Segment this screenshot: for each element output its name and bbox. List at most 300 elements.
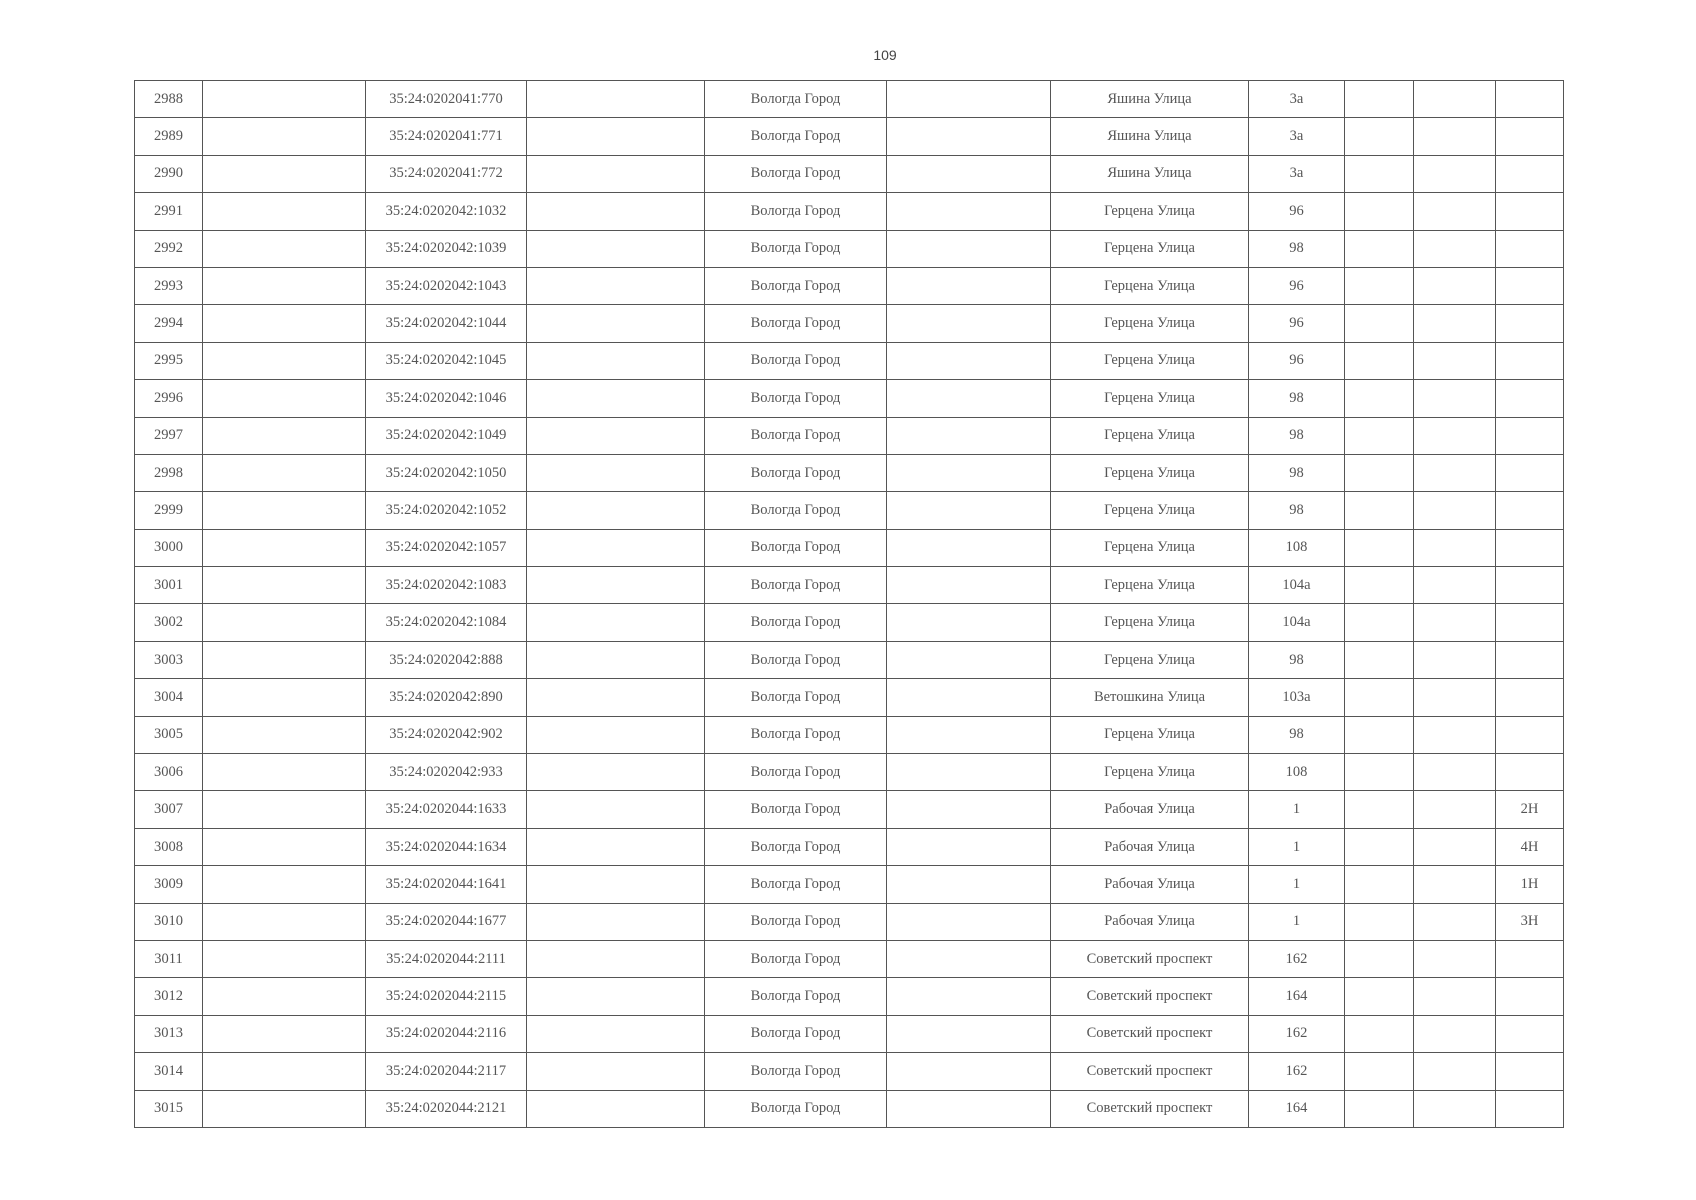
- city-cell: Вологда Город: [705, 978, 887, 1015]
- empty-cell: [1414, 118, 1496, 155]
- room-number-cell: [1496, 978, 1564, 1015]
- empty-cell: [887, 81, 1051, 118]
- room-number-cell: [1496, 641, 1564, 678]
- empty-cell: [1345, 978, 1414, 1015]
- empty-cell: [527, 454, 705, 491]
- city-cell: Вологда Город: [705, 155, 887, 192]
- empty-cell: [887, 118, 1051, 155]
- empty-cell: [1414, 641, 1496, 678]
- empty-cell: [1345, 230, 1414, 267]
- room-number-cell: 1Н: [1496, 866, 1564, 903]
- table-row: [135, 193, 1564, 230]
- house-number-cell: 96: [1249, 267, 1345, 304]
- cadastral-number-cell: 35:24:0202042:1043: [366, 267, 527, 304]
- table-row: [135, 791, 1564, 828]
- street-cell: Советский проспект: [1051, 1053, 1249, 1090]
- empty-cell: [203, 1053, 366, 1090]
- empty-cell: [1414, 342, 1496, 379]
- empty-cell: [1345, 716, 1414, 753]
- empty-cell: [887, 866, 1051, 903]
- house-number-cell: 98: [1249, 380, 1345, 417]
- room-number-cell: [1496, 118, 1564, 155]
- room-number-cell: [1496, 1090, 1564, 1127]
- city-cell: Вологда Город: [705, 417, 887, 454]
- room-number-cell: [1496, 305, 1564, 342]
- empty-cell: [527, 828, 705, 865]
- empty-cell: [527, 866, 705, 903]
- room-number-cell: [1496, 940, 1564, 977]
- house-number-cell: 1: [1249, 791, 1345, 828]
- empty-cell: [1414, 604, 1496, 641]
- page-number: 109: [873, 47, 897, 63]
- house-number-cell: 3а: [1249, 155, 1345, 192]
- row-number-cell: 2998: [135, 454, 203, 491]
- empty-cell: [1414, 305, 1496, 342]
- city-cell: Вологда Город: [705, 342, 887, 379]
- empty-cell: [887, 604, 1051, 641]
- house-number-cell: 104а: [1249, 567, 1345, 604]
- house-number-cell: 98: [1249, 716, 1345, 753]
- street-cell: Герцена Улица: [1051, 454, 1249, 491]
- street-cell: Яшина Улица: [1051, 118, 1249, 155]
- house-number-cell: 1: [1249, 828, 1345, 865]
- room-number-cell: [1496, 417, 1564, 454]
- empty-cell: [1345, 791, 1414, 828]
- row-number-cell: 3000: [135, 529, 203, 566]
- street-cell: Рабочая Улица: [1051, 866, 1249, 903]
- row-number-cell: 2991: [135, 193, 203, 230]
- row-number-cell: 3003: [135, 641, 203, 678]
- cadastral-number-cell: 35:24:0202042:933: [366, 754, 527, 791]
- empty-cell: [1345, 754, 1414, 791]
- room-number-cell: [1496, 492, 1564, 529]
- room-number-cell: [1496, 342, 1564, 379]
- street-cell: Герцена Улица: [1051, 754, 1249, 791]
- empty-cell: [527, 155, 705, 192]
- street-cell: Яшина Улица: [1051, 81, 1249, 118]
- empty-cell: [203, 791, 366, 828]
- city-cell: Вологда Город: [705, 828, 887, 865]
- empty-cell: [887, 1015, 1051, 1052]
- empty-cell: [887, 305, 1051, 342]
- empty-cell: [527, 1053, 705, 1090]
- row-number-cell: 3014: [135, 1053, 203, 1090]
- empty-cell: [203, 380, 366, 417]
- table-row: [135, 267, 1564, 304]
- empty-cell: [1345, 641, 1414, 678]
- empty-cell: [1345, 305, 1414, 342]
- cadastral-number-cell: 35:24:0202042:902: [366, 716, 527, 753]
- cadastral-number-cell: 35:24:0202044:2121: [366, 1090, 527, 1127]
- table-row: [135, 1090, 1564, 1127]
- empty-cell: [1345, 417, 1414, 454]
- room-number-cell: [1496, 1015, 1564, 1052]
- row-number-cell: 3006: [135, 754, 203, 791]
- street-cell: Герцена Улица: [1051, 342, 1249, 379]
- empty-cell: [887, 155, 1051, 192]
- house-number-cell: 96: [1249, 305, 1345, 342]
- empty-cell: [1414, 193, 1496, 230]
- city-cell: Вологда Город: [705, 305, 887, 342]
- city-cell: Вологда Город: [705, 267, 887, 304]
- empty-cell: [1414, 567, 1496, 604]
- city-cell: Вологда Город: [705, 641, 887, 678]
- empty-cell: [1345, 380, 1414, 417]
- empty-cell: [527, 342, 705, 379]
- house-number-cell: 108: [1249, 529, 1345, 566]
- city-cell: Вологда Город: [705, 1015, 887, 1052]
- empty-cell: [527, 641, 705, 678]
- empty-cell: [1345, 193, 1414, 230]
- cadastral-number-cell: 35:24:0202044:2111: [366, 940, 527, 977]
- empty-cell: [527, 380, 705, 417]
- room-number-cell: [1496, 155, 1564, 192]
- empty-cell: [1414, 679, 1496, 716]
- empty-cell: [1345, 1015, 1414, 1052]
- empty-cell: [1414, 791, 1496, 828]
- empty-cell: [203, 567, 366, 604]
- cadastral-number-cell: 35:24:0202041:771: [366, 118, 527, 155]
- empty-cell: [887, 641, 1051, 678]
- empty-cell: [1345, 342, 1414, 379]
- house-number-cell: 96: [1249, 342, 1345, 379]
- row-number-cell: 2996: [135, 380, 203, 417]
- table-row: [135, 380, 1564, 417]
- house-number-cell: 98: [1249, 492, 1345, 529]
- empty-cell: [887, 828, 1051, 865]
- row-number-cell: 3010: [135, 903, 203, 940]
- house-number-cell: 164: [1249, 1090, 1345, 1127]
- row-number-cell: 2993: [135, 267, 203, 304]
- table-row: [135, 679, 1564, 716]
- street-cell: Герцена Улица: [1051, 267, 1249, 304]
- city-cell: Вологда Город: [705, 118, 887, 155]
- empty-cell: [1345, 492, 1414, 529]
- house-number-cell: 108: [1249, 754, 1345, 791]
- house-number-cell: 162: [1249, 1053, 1345, 1090]
- city-cell: Вологда Город: [705, 529, 887, 566]
- city-cell: Вологда Город: [705, 754, 887, 791]
- room-number-cell: [1496, 1053, 1564, 1090]
- empty-cell: [1345, 828, 1414, 865]
- row-number-cell: 3015: [135, 1090, 203, 1127]
- empty-cell: [1414, 1015, 1496, 1052]
- city-cell: Вологда Город: [705, 454, 887, 491]
- table-body: [135, 81, 1564, 1128]
- table-row: [135, 978, 1564, 1015]
- city-cell: Вологда Город: [705, 1090, 887, 1127]
- street-cell: Рабочая Улица: [1051, 791, 1249, 828]
- empty-cell: [527, 1090, 705, 1127]
- empty-cell: [203, 940, 366, 977]
- house-number-cell: 98: [1249, 417, 1345, 454]
- empty-cell: [887, 230, 1051, 267]
- cadastral-number-cell: 35:24:0202042:1046: [366, 380, 527, 417]
- empty-cell: [887, 492, 1051, 529]
- room-number-cell: [1496, 716, 1564, 753]
- city-cell: Вологда Город: [705, 716, 887, 753]
- street-cell: Герцена Улица: [1051, 193, 1249, 230]
- empty-cell: [203, 81, 366, 118]
- table-row: [135, 828, 1564, 865]
- row-number-cell: 2997: [135, 417, 203, 454]
- empty-cell: [1414, 230, 1496, 267]
- empty-cell: [887, 716, 1051, 753]
- table-row: [135, 342, 1564, 379]
- house-number-cell: 3а: [1249, 81, 1345, 118]
- cadastral-number-cell: 35:24:0202042:1084: [366, 604, 527, 641]
- empty-cell: [203, 305, 366, 342]
- empty-cell: [1345, 1053, 1414, 1090]
- table-row: [135, 305, 1564, 342]
- table-row: [135, 1015, 1564, 1052]
- city-cell: Вологда Город: [705, 81, 887, 118]
- empty-cell: [887, 903, 1051, 940]
- cadastral-number-cell: 35:24:0202042:1050: [366, 454, 527, 491]
- city-cell: Вологда Город: [705, 866, 887, 903]
- table-row: [135, 940, 1564, 977]
- empty-cell: [887, 754, 1051, 791]
- cadastral-number-cell: 35:24:0202044:1641: [366, 866, 527, 903]
- street-cell: Советский проспект: [1051, 1015, 1249, 1052]
- street-cell: Советский проспект: [1051, 940, 1249, 977]
- street-cell: Герцена Улица: [1051, 567, 1249, 604]
- table-row: [135, 716, 1564, 753]
- empty-cell: [527, 604, 705, 641]
- table-row: [135, 754, 1564, 791]
- street-cell: Герцена Улица: [1051, 417, 1249, 454]
- empty-cell: [1345, 155, 1414, 192]
- empty-cell: [203, 866, 366, 903]
- empty-cell: [1345, 267, 1414, 304]
- row-number-cell: 3004: [135, 679, 203, 716]
- empty-cell: [887, 380, 1051, 417]
- cadastral-number-cell: 35:24:0202044:1633: [366, 791, 527, 828]
- city-cell: Вологда Город: [705, 380, 887, 417]
- street-cell: Яшина Улица: [1051, 155, 1249, 192]
- row-number-cell: 3001: [135, 567, 203, 604]
- house-number-cell: 1: [1249, 903, 1345, 940]
- empty-cell: [1414, 529, 1496, 566]
- empty-cell: [1414, 454, 1496, 491]
- city-cell: Вологда Город: [705, 903, 887, 940]
- cadastral-number-cell: 35:24:0202042:1049: [366, 417, 527, 454]
- empty-cell: [527, 679, 705, 716]
- street-cell: Герцена Улица: [1051, 230, 1249, 267]
- row-number-cell: 3005: [135, 716, 203, 753]
- room-number-cell: [1496, 230, 1564, 267]
- cadastral-number-cell: 35:24:0202042:1052: [366, 492, 527, 529]
- street-cell: Герцена Улица: [1051, 492, 1249, 529]
- street-cell: Герцена Улица: [1051, 604, 1249, 641]
- empty-cell: [527, 529, 705, 566]
- room-number-cell: [1496, 529, 1564, 566]
- street-cell: Советский проспект: [1051, 1090, 1249, 1127]
- empty-cell: [527, 267, 705, 304]
- street-cell: Ветошкина Улица: [1051, 679, 1249, 716]
- table-row: [135, 417, 1564, 454]
- empty-cell: [1414, 155, 1496, 192]
- room-number-cell: [1496, 604, 1564, 641]
- empty-cell: [1345, 866, 1414, 903]
- house-number-cell: 104а: [1249, 604, 1345, 641]
- room-number-cell: [1496, 81, 1564, 118]
- street-cell: Герцена Улица: [1051, 641, 1249, 678]
- empty-cell: [203, 529, 366, 566]
- row-number-cell: 3012: [135, 978, 203, 1015]
- cadastral-number-cell: 35:24:0202041:770: [366, 81, 527, 118]
- empty-cell: [1414, 81, 1496, 118]
- empty-cell: [527, 305, 705, 342]
- room-number-cell: 2Н: [1496, 791, 1564, 828]
- table-row: [135, 903, 1564, 940]
- empty-cell: [1414, 492, 1496, 529]
- house-number-cell: 1: [1249, 866, 1345, 903]
- house-number-cell: 162: [1249, 940, 1345, 977]
- room-number-cell: [1496, 754, 1564, 791]
- empty-cell: [203, 230, 366, 267]
- empty-cell: [1345, 903, 1414, 940]
- empty-cell: [527, 940, 705, 977]
- empty-cell: [203, 679, 366, 716]
- table-row: [135, 230, 1564, 267]
- table-row: [135, 492, 1564, 529]
- empty-cell: [1414, 1053, 1496, 1090]
- room-number-cell: [1496, 380, 1564, 417]
- cadastral-number-cell: 35:24:0202042:890: [366, 679, 527, 716]
- row-number-cell: 2992: [135, 230, 203, 267]
- empty-cell: [1414, 380, 1496, 417]
- empty-cell: [203, 193, 366, 230]
- house-number-cell: 103а: [1249, 679, 1345, 716]
- empty-cell: [1414, 903, 1496, 940]
- cadastral-number-cell: 35:24:0202044:1677: [366, 903, 527, 940]
- empty-cell: [1345, 118, 1414, 155]
- street-cell: Герцена Улица: [1051, 380, 1249, 417]
- house-number-cell: 98: [1249, 230, 1345, 267]
- house-number-cell: 98: [1249, 454, 1345, 491]
- empty-cell: [887, 791, 1051, 828]
- empty-cell: [1414, 828, 1496, 865]
- empty-cell: [203, 342, 366, 379]
- row-number-cell: 2999: [135, 492, 203, 529]
- empty-cell: [527, 417, 705, 454]
- cadastral-number-cell: 35:24:0202044:2117: [366, 1053, 527, 1090]
- room-number-cell: [1496, 267, 1564, 304]
- cadastral-number-cell: 35:24:0202042:1045: [366, 342, 527, 379]
- cadastral-number-cell: 35:24:0202042:1039: [366, 230, 527, 267]
- empty-cell: [1345, 454, 1414, 491]
- empty-cell: [887, 267, 1051, 304]
- empty-cell: [527, 230, 705, 267]
- empty-cell: [527, 978, 705, 1015]
- empty-cell: [527, 567, 705, 604]
- cadastral-number-cell: 35:24:0202042:888: [366, 641, 527, 678]
- table-row: [135, 567, 1564, 604]
- table-row: [135, 118, 1564, 155]
- row-number-cell: 3013: [135, 1015, 203, 1052]
- cadastral-number-cell: 35:24:0202042:1044: [366, 305, 527, 342]
- empty-cell: [887, 417, 1051, 454]
- empty-cell: [887, 567, 1051, 604]
- city-cell: Вологда Город: [705, 193, 887, 230]
- empty-cell: [1345, 567, 1414, 604]
- empty-cell: [887, 679, 1051, 716]
- cadastral-number-cell: 35:24:0202044:2116: [366, 1015, 527, 1052]
- room-number-cell: [1496, 193, 1564, 230]
- house-number-cell: 164: [1249, 978, 1345, 1015]
- empty-cell: [203, 492, 366, 529]
- empty-cell: [1414, 754, 1496, 791]
- empty-cell: [203, 1090, 366, 1127]
- empty-cell: [203, 641, 366, 678]
- empty-cell: [203, 604, 366, 641]
- empty-cell: [203, 978, 366, 1015]
- empty-cell: [203, 716, 366, 753]
- row-number-cell: 2988: [135, 81, 203, 118]
- city-cell: Вологда Город: [705, 940, 887, 977]
- empty-cell: [1414, 716, 1496, 753]
- cadastral-number-cell: 35:24:0202041:772: [366, 155, 527, 192]
- empty-cell: [203, 267, 366, 304]
- empty-cell: [527, 492, 705, 529]
- empty-cell: [1414, 978, 1496, 1015]
- empty-cell: [1345, 940, 1414, 977]
- empty-cell: [887, 529, 1051, 566]
- house-number-cell: 96: [1249, 193, 1345, 230]
- row-number-cell: 2994: [135, 305, 203, 342]
- table-row: [135, 81, 1564, 118]
- room-number-cell: [1496, 567, 1564, 604]
- empty-cell: [1414, 267, 1496, 304]
- empty-cell: [203, 155, 366, 192]
- empty-cell: [203, 417, 366, 454]
- empty-cell: [1345, 81, 1414, 118]
- table-row: [135, 641, 1564, 678]
- empty-cell: [1414, 866, 1496, 903]
- row-number-cell: 3008: [135, 828, 203, 865]
- table-row: [135, 155, 1564, 192]
- city-cell: Вологда Город: [705, 492, 887, 529]
- empty-cell: [527, 754, 705, 791]
- row-number-cell: 2995: [135, 342, 203, 379]
- empty-cell: [527, 193, 705, 230]
- room-number-cell: 4Н: [1496, 828, 1564, 865]
- table-row: [135, 604, 1564, 641]
- empty-cell: [527, 791, 705, 828]
- street-cell: Рабочая Улица: [1051, 903, 1249, 940]
- empty-cell: [203, 903, 366, 940]
- empty-cell: [887, 1053, 1051, 1090]
- empty-cell: [887, 193, 1051, 230]
- house-number-cell: 98: [1249, 641, 1345, 678]
- empty-cell: [887, 342, 1051, 379]
- row-number-cell: 2990: [135, 155, 203, 192]
- cadastral-number-cell: 35:24:0202042:1032: [366, 193, 527, 230]
- empty-cell: [527, 118, 705, 155]
- empty-cell: [1345, 679, 1414, 716]
- table-row: [135, 1053, 1564, 1090]
- cadastral-number-cell: 35:24:0202044:2115: [366, 978, 527, 1015]
- empty-cell: [1345, 529, 1414, 566]
- cadastral-number-cell: 35:24:0202044:1634: [366, 828, 527, 865]
- empty-cell: [1414, 1090, 1496, 1127]
- city-cell: Вологда Город: [705, 567, 887, 604]
- empty-cell: [203, 754, 366, 791]
- room-number-cell: 3Н: [1496, 903, 1564, 940]
- room-number-cell: [1496, 454, 1564, 491]
- empty-cell: [887, 940, 1051, 977]
